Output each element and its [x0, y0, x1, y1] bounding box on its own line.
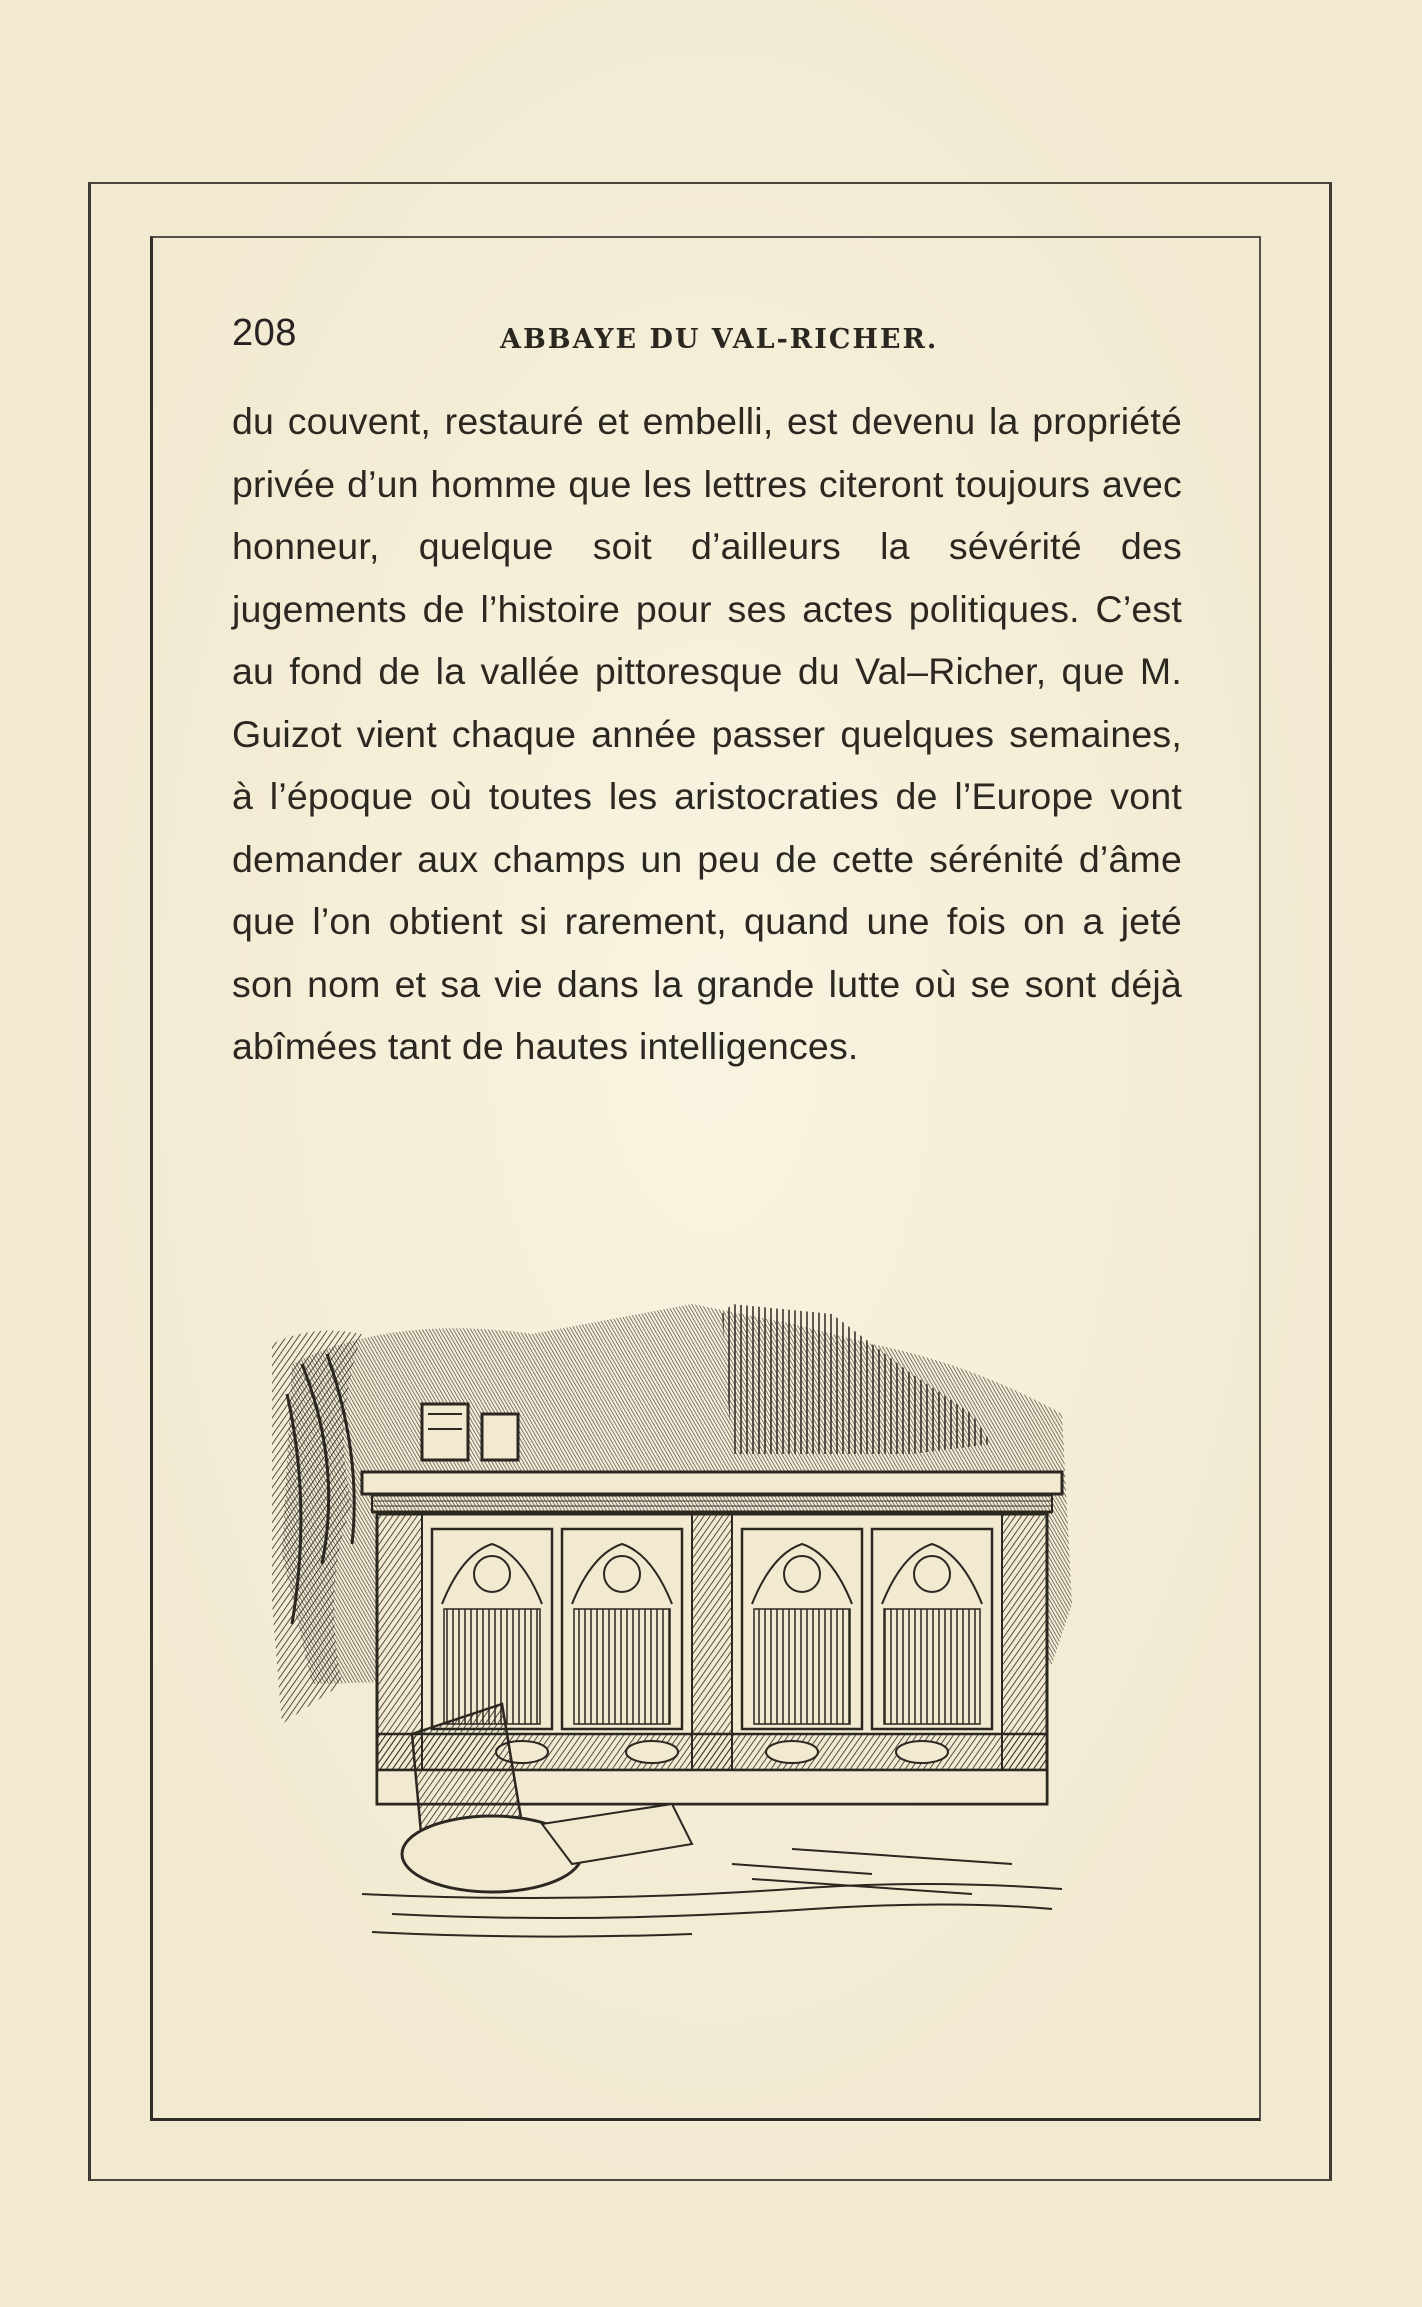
page-number: 208 [232, 312, 297, 354]
engraving-illustration [272, 1304, 1102, 1944]
page-header [232, 312, 1182, 372]
body-paragraph: du couvent, restauré et embelli, est devenu la propriété privée d’un homme que les lettres citeront toujours avec honneur, quelque soit d’ailleurs la sévérité des jugements de l’histoire pour ses actes politiques. C’est au fond de la vallée pittoresque du Val–Richer, que M. Guizot vient chaque année passer quelques semaines, à l’époque où toutes les aristocraties de l’Europe vont demander aux champs un peu de cette sérénité d’âme que l’on obtient si rarement, quand une fois on a jeté son nom et sa vie dans la grande lutte où se sont déjà abîmées tant de hautes intelligences. [232, 400, 1182, 1067]
carved-chest-engraving [272, 1304, 1102, 1944]
running-head: ABBAYE DU VAL-RICHER. [500, 324, 939, 355]
